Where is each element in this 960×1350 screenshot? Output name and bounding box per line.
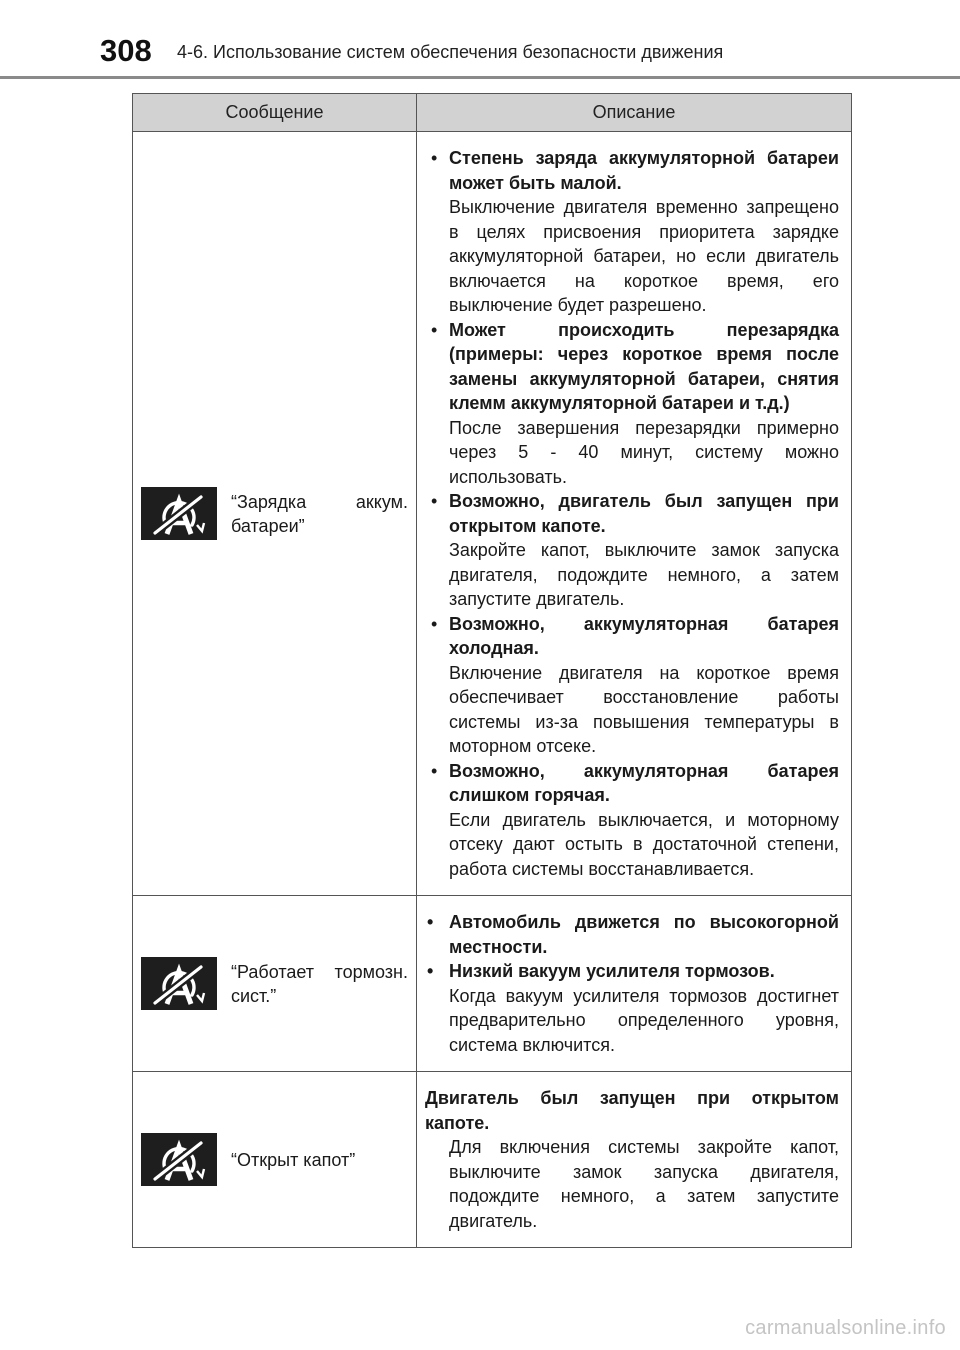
message-text: “Открыт капот” xyxy=(231,1149,356,1170)
item-heading: Возможно, аккумуляторная батарея слишком горячая. xyxy=(449,760,839,805)
table-header-row xyxy=(133,94,852,132)
list-item xyxy=(425,318,839,490)
pcs-warning-icon xyxy=(141,957,217,1010)
table-row xyxy=(133,132,852,896)
item-text: Выключение двигателя временно запрещено в целях присвоения приоритета зарядке аккумуляторной батареи, но если двигатель включается на короткое время, его выключение будет разрешено. xyxy=(449,197,839,315)
message-cell xyxy=(133,1072,417,1248)
message-text: “Зарядка аккум. батареи” xyxy=(231,491,408,536)
description-cell xyxy=(417,1072,852,1248)
message-cell xyxy=(133,896,417,1072)
item-text: Если двигатель выключается, и моторному отсеку дают остыть в достаточной степени, работа системы восстанавливается. xyxy=(449,809,839,879)
bullet-mark: • xyxy=(431,148,438,168)
item-text: Включение двигателя на короткое время обеспечивает восстановление работы системы из-за повышения температуры в моторном отсеке. xyxy=(449,662,839,756)
item-text: Закройте капот, выключите замок запуска двигателя, подождите немного, а затем запустите двигатель. xyxy=(449,540,839,609)
list-item xyxy=(425,910,839,959)
table-row xyxy=(133,1072,852,1248)
item-heading: Возможно, аккумуляторная батарея холодная. xyxy=(449,613,839,658)
item-heading: Может происходить перезарядка (примеры: через короткое время после замены аккумуляторной батареи, снятия клемм аккумуляторной батареи и т.д.) xyxy=(449,319,839,413)
list-item xyxy=(425,612,839,759)
item-text: Когда вакуум усилителя тормозов достигнет предварительно определенного уровня, система включится. xyxy=(449,985,839,1055)
bullet-mark: • xyxy=(431,613,438,634)
item-text: Для включения системы закройте капот, выключите замок запуска двигателя, подождите немного, а затем запустите двигатель. xyxy=(449,1137,839,1231)
column-header-description: Описание xyxy=(417,94,852,132)
item-heading: Двигатель был запущен при открытом капоте. xyxy=(425,1088,839,1133)
item-heading: Степень заряда аккумуляторной батареи может быть малой. xyxy=(449,148,839,193)
list-item xyxy=(425,759,839,882)
description-cell xyxy=(417,132,852,896)
bullet-mark: • xyxy=(427,912,434,932)
item-heading: Возможно, двигатель был запущен при открытом капоте. xyxy=(449,491,839,536)
page-number: 308 xyxy=(100,33,152,68)
header-divider xyxy=(0,76,960,79)
message-table xyxy=(132,93,852,1248)
pcs-warning-icon xyxy=(141,1133,217,1186)
message-cell xyxy=(133,132,417,896)
description-cell xyxy=(417,896,852,1072)
pcs-warning-icon xyxy=(141,487,217,540)
column-header-message: Сообщение xyxy=(133,94,417,132)
chapter-title: 4-6. Использование систем обеспечения безопасности движения xyxy=(177,42,724,62)
page-header xyxy=(0,0,960,78)
list-item xyxy=(425,146,839,318)
bullet-mark: • xyxy=(431,491,438,511)
item-text: После завершения перезарядки примерно через 5 - 40 минут, систему можно использовать. xyxy=(449,417,839,487)
list-item xyxy=(425,959,839,1057)
item-heading: Автомобиль движется по высокогорной местности. xyxy=(449,912,839,957)
bullet-mark: • xyxy=(431,319,438,340)
item-heading: Низкий вакуум усилителя тормозов. xyxy=(449,961,775,981)
watermark: carmanualsonline.info xyxy=(745,1317,946,1339)
list-item xyxy=(425,489,839,612)
bullet-mark: • xyxy=(427,961,434,981)
message-text: “Работает тормозн. сист.” xyxy=(231,961,408,1006)
table-row xyxy=(133,896,852,1072)
bullet-mark: • xyxy=(431,760,438,781)
